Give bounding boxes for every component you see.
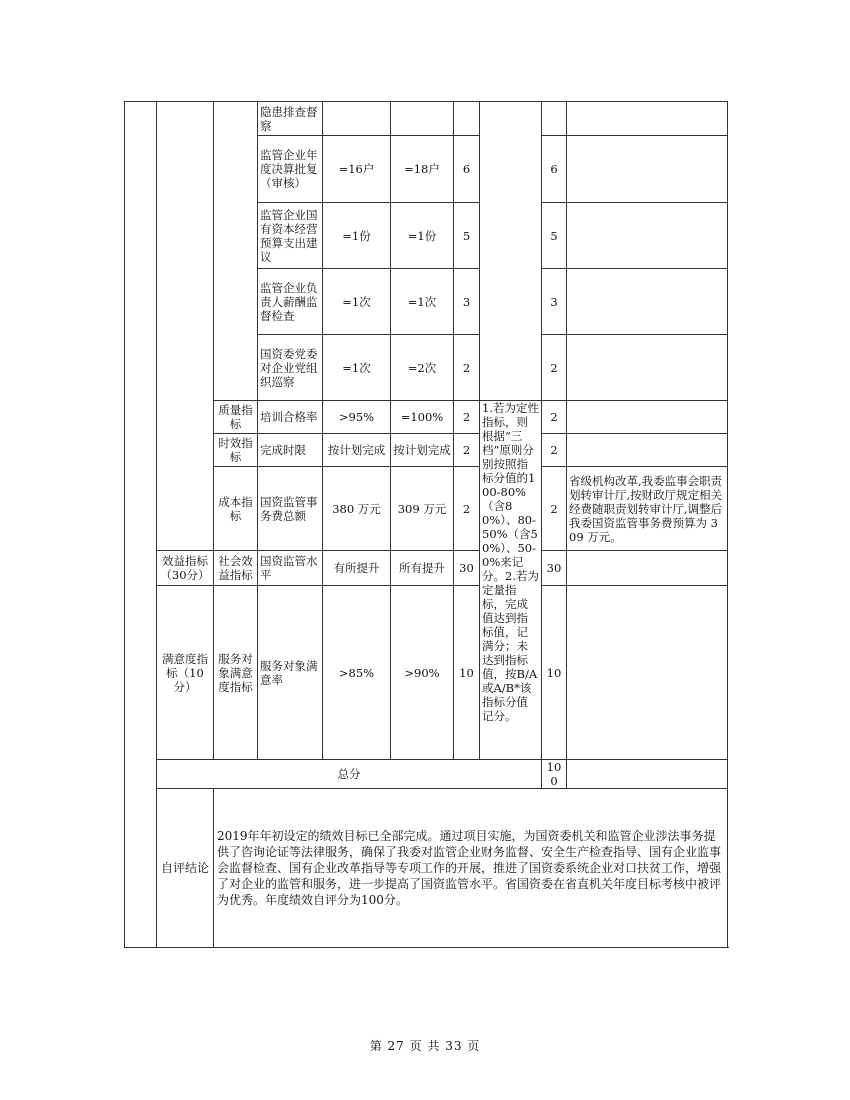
weight-value: 3: [454, 269, 480, 335]
note-cell: [567, 335, 728, 401]
weight-value: 2: [454, 467, 480, 551]
score-value: 2: [542, 434, 567, 467]
indicator-name: 监管企业负责人薪酬监督检查: [258, 269, 323, 335]
indicator-name: 监管企业年度决算批复（审核）: [258, 136, 323, 203]
weight-value: 6: [454, 136, 480, 203]
target-value: =1份: [323, 203, 391, 269]
page-footer: 第 27 页 共 33 页: [369, 1039, 481, 1053]
actual-value: [391, 102, 454, 136]
sub-category-cell: 成本指标: [214, 467, 258, 551]
score-value: 6: [542, 136, 567, 203]
category-cell: 效益指标（30分）: [157, 551, 214, 586]
actual-value: =1份: [391, 203, 454, 269]
total-row: [125, 760, 728, 789]
actual-value: =100%: [391, 401, 454, 434]
table-row: [125, 401, 728, 434]
note-cell: [567, 269, 728, 335]
note-cell: [567, 586, 728, 760]
table-row: [125, 102, 728, 136]
sub-category-cell: 服务对象满意度指标: [214, 586, 258, 760]
col-a-cell: [125, 102, 157, 948]
col-b-cell: [157, 102, 214, 551]
score-value: 10: [542, 586, 567, 760]
sub-category-cell: [214, 102, 258, 401]
total-value: 100: [542, 760, 567, 789]
scoring-rule: 1.若为定性指标，则根据“三档”原则分别按照指标分值的100-80%（含80%）、80-50%（含50%）、50-0%来记分。2.若为定量指标，完成值达到指标值，记满分；未达到指标值，按B/A或A/B*该指标分值记分。: [480, 401, 542, 760]
weight-value: 2: [454, 434, 480, 467]
weight-value: 10: [454, 586, 480, 760]
score-value: 2: [542, 401, 567, 434]
table-row: [125, 551, 728, 586]
weight-value: 30: [454, 551, 480, 586]
performance-table: [124, 101, 728, 948]
target-value: =1次: [323, 335, 391, 401]
table-row: [125, 467, 728, 551]
actual-value: 所有提升: [391, 551, 454, 586]
score-value: 30: [542, 551, 567, 586]
target-value: =16户: [323, 136, 391, 203]
target-value: 按计划完成: [323, 434, 391, 467]
score-value: 5: [542, 203, 567, 269]
indicator-name: 监管企业国有资本经营预算支出建议: [258, 203, 323, 269]
indicator-name: 国资监管水平: [258, 551, 323, 586]
total-label: 总分: [157, 760, 542, 789]
target-value: >95%: [323, 401, 391, 434]
weight-value: [454, 102, 480, 136]
conclusion-row: [125, 789, 728, 948]
actual-value: >90%: [391, 586, 454, 760]
indicator-name: 国资委党委对企业党组织巡察: [258, 335, 323, 401]
score-value: 2: [542, 467, 567, 551]
rule-cell-empty: [480, 102, 542, 401]
indicator-name: 培训合格率: [258, 401, 323, 434]
actual-value: =18户: [391, 136, 454, 203]
category-cell: 满意度指标（10分）: [157, 586, 214, 760]
indicator-name: 隐患排查督察: [258, 102, 323, 136]
score-value: 3: [542, 269, 567, 335]
total-note: [567, 760, 728, 789]
actual-value: =1次: [391, 269, 454, 335]
weight-value: 2: [454, 401, 480, 434]
table-row: [125, 434, 728, 467]
actual-value: =2次: [391, 335, 454, 401]
weight-value: 2: [454, 335, 480, 401]
note-cell: 省级机构改革,我委监事会职责划转审计厅,按财政厅规定相关经费随职责划转审计厅,调整后我委国资监管事务费预算为 309 万元。: [567, 467, 728, 551]
actual-value: 309 万元: [391, 467, 454, 551]
target-value: 有所提升: [323, 551, 391, 586]
conclusion-text: 2019年年初设定的绩效目标已全部完成。通过项目实施，为国资委机关和监管企业涉法事务提供了咨询论证等法律服务，确保了我委对监管企业财务监督、安全生产检查指导、国有企业监事会监督检查、国有企业改革指导等专项工作的开展，推进了国资委系统企业对口扶贫工作，增强了对企业的监管和服务，进一步提高了国资监管水平。省国资委在省直机关年度目标考核中被评为优秀。年度绩效自评分为100分。: [214, 789, 728, 948]
note-cell: [567, 401, 728, 434]
score-value: [542, 102, 567, 136]
sub-category-cell: 质量指标: [214, 401, 258, 434]
target-value: [323, 102, 391, 136]
indicator-name: 服务对象满意率: [258, 586, 323, 760]
conclusion-label: 自评结论: [157, 789, 214, 948]
score-value: 2: [542, 335, 567, 401]
target-value: 380 万元: [323, 467, 391, 551]
note-cell: [567, 434, 728, 467]
note-cell: [567, 136, 728, 203]
note-cell: [567, 102, 728, 136]
actual-value: 按计划完成: [391, 434, 454, 467]
sub-category-cell: 社会效益指标: [214, 551, 258, 586]
note-cell: [567, 203, 728, 269]
indicator-name: 国资监管事务费总额: [258, 467, 323, 551]
target-value: =1次: [323, 269, 391, 335]
table-row: [125, 586, 728, 760]
weight-value: 5: [454, 203, 480, 269]
indicator-name: 完成时限: [258, 434, 323, 467]
note-cell: [567, 551, 728, 586]
target-value: >85%: [323, 586, 391, 760]
sub-category-cell: 时效指标: [214, 434, 258, 467]
